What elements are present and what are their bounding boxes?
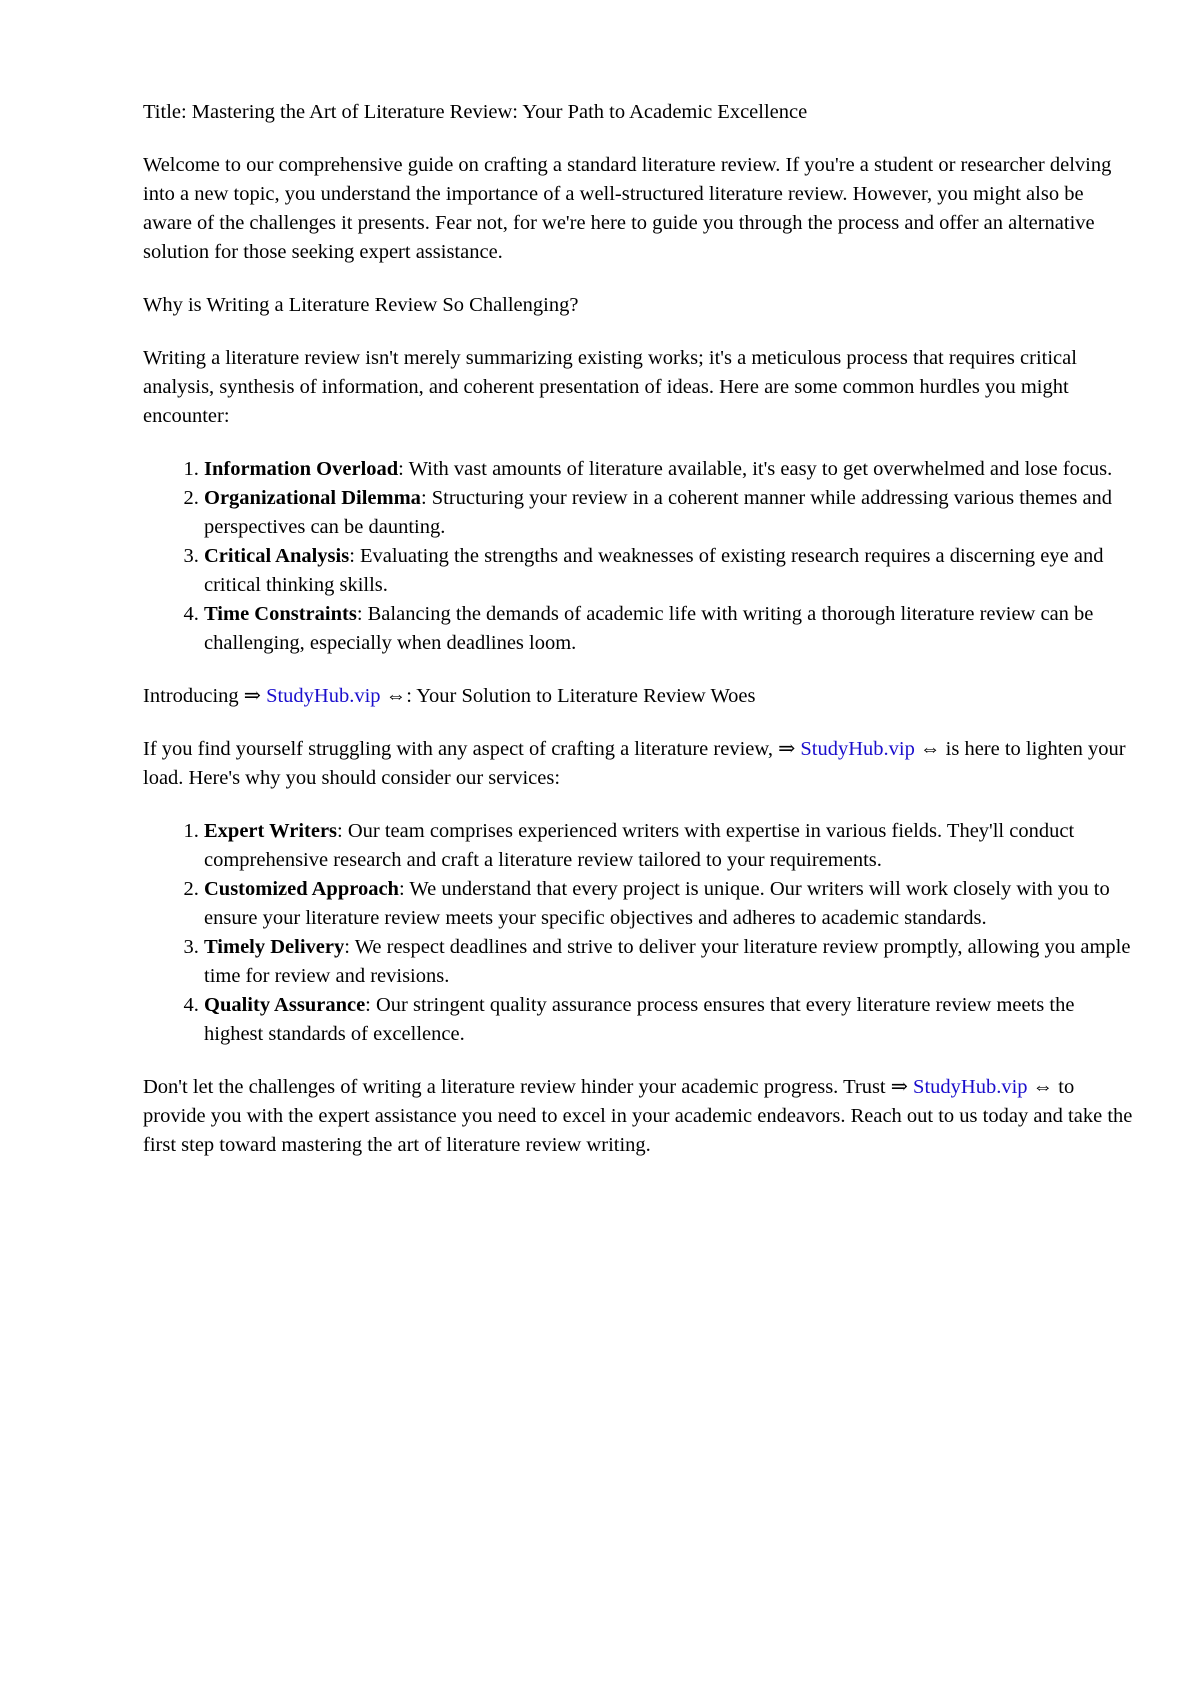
list-item-term: Timely Delivery [204,936,345,958]
list-item-desc: : Our team comprises experienced writers with expertise in various fields. They'll conduct comprehensive research and craft a literature review tailored to your requirements. [204,820,1075,871]
list-item-term: Information Overload [204,458,399,480]
intro-paragraph: Welcome to our comprehensive guide on crafting a standard literature review. If you're a student or researcher delving into a new topic, you understand the importance of a well-structured literature review. However, you might also be aware of the challenges it presents. Fear not, for we're here to guide you through the process and offer an alternative solution for those seeking expert assistance. [143,154,1112,263]
challenges-intro-paragraph: Writing a literature review isn't merely summarizing existing works; it's a meticulous process that requires critical analysis, synthesis of information, and coherent presentation of ideas. Here are some common hurdles you might encounter: [143,347,1077,427]
list-item-desc: : Structuring your review in a coherent manner while addressing various themes and perspectives can be daunting. [204,487,1113,538]
challenges-list [143,455,1133,658]
closing-paragraph [143,1073,1133,1160]
section-heading-challenges: Why is Writing a Literature Review So Challenging? [143,294,579,316]
list-item-desc: : Balancing the demands of academic life with writing a thorough literature review can be challenging, especially when deadlines loom. [204,603,1094,654]
list-item-desc: : Our stringent quality assurance process ensures that every literature review meets the highest standards of excellence. [204,994,1075,1045]
list-item-term: Organizational Dilemma [204,487,421,509]
list-item [204,991,1133,1049]
list-item-term: Customized Approach [204,878,399,900]
list-item [204,542,1133,600]
list-item [204,933,1133,991]
list-item [204,817,1133,875]
closing-before: Don't let the challenges of writing a literature review hinder your academic progress. Trust ⇒ [143,1076,914,1098]
services-intro-after: ⇔ is here to lighten your load. Here's why you should consider our services: [143,738,1126,789]
document-title: Title: Mastering the Art of Literature Review: Your Path to Academic Excellence [143,101,808,123]
list-item [204,600,1133,658]
list-item [204,875,1133,933]
list-item-desc: : We respect deadlines and strive to deliver your literature review promptly, allowing you ample time for review and revisions. [204,936,1131,987]
services-intro-paragraph [143,735,1133,793]
studyhub-link[interactable]: StudyHub.vip [913,1076,1028,1098]
list-item-term: Expert Writers [204,820,338,842]
list-item [204,484,1133,542]
studyhub-link[interactable]: StudyHub.vip [266,685,381,707]
list-item-term: Time Constraints [204,603,357,625]
solution-heading-after: ⇔: Your Solution to Literature Review Woes [380,685,756,707]
list-item-desc: : With vast amounts of literature available, it's easy to get overwhelmed and lose focus. [398,458,1113,480]
list-item-term: Critical Analysis [204,545,350,567]
closing-after: ⇔ to provide you with the expert assistance you need to excel in your academic endeavors. Reach out to us today and take the first step toward mastering the art of literature review writing. [143,1076,1133,1156]
services-list [143,817,1133,1049]
services-intro-before: If you find yourself struggling with any aspect of crafting a literature review, ⇒ [143,738,801,760]
solution-heading [143,682,1133,711]
solution-heading-before: Introducing ⇒ [143,685,267,707]
list-item [204,455,1133,484]
list-item-term: Quality Assurance [204,994,366,1016]
list-item-desc: : Evaluating the strengths and weaknesses of existing research requires a discerning eye and critical thinking skills. [204,545,1104,596]
studyhub-link[interactable]: StudyHub.vip [800,738,915,760]
document-page [143,98,1133,1184]
list-item-desc: : We understand that every project is unique. Our writers will work closely with you to ensure your literature review meets your specific objectives and adheres to academic standards. [204,878,1110,929]
